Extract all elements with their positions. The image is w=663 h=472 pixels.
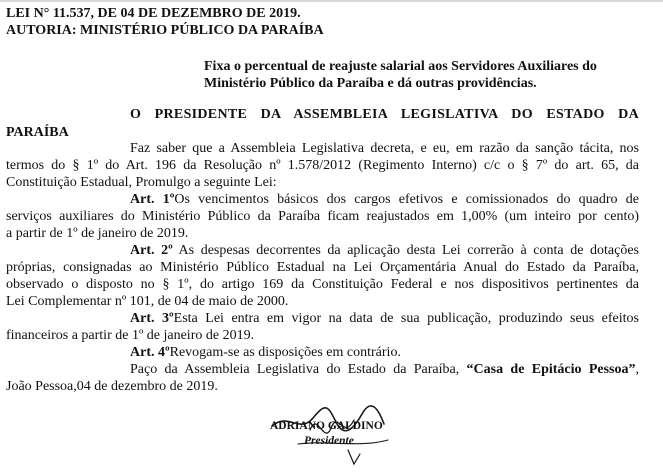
law-number: LEI N° 11.537, DE 04 DE DEZEMBRO DE 2019. [6, 6, 301, 21]
summary-line-1: Fixa o percentual de reajuste salarial aos Servidores Auxiliares do [204, 59, 597, 74]
preamble-text-1: Faz saber que a Assembleia Legislativa decreta, e eu, em razão da sanção tácita, nos [130, 141, 639, 156]
preamble-title-cont: PARAÍBA [6, 125, 69, 140]
closing-line-2: João Pessoa,04 de dezembro de 2019. [6, 379, 218, 394]
preamble-text-2: termos do § 1º do Art. 196 da Resolução nº 1.578/2012 (Regimento Interno) c/c o § 7º do art. 65, da [6, 158, 639, 173]
article-2 [130, 242, 639, 259]
preamble-text-3: Constituição Estadual, Promulgo a seguinte Lei: [6, 175, 277, 190]
summary-line-2: Ministério Público da Paraíba e dá outras providências. [204, 76, 537, 91]
article-2-text-1: As despesas decorrentes da aplicação desta Lei correrão à conta de dotações [172, 243, 639, 258]
top-rule [0, 0, 663, 2]
article-1-text-1: Os vencimentos básicos dos cargos efetivos e comissionados do quadro de [174, 192, 640, 207]
article-4-label: Art. 4º [130, 345, 170, 360]
authorship: AUTORIA: MINISTÉRIO PÚBLICO DA PARAÍBA [6, 23, 324, 38]
article-3-text-2: financeiros a partir de 1º de janeiro de 2019. [6, 328, 255, 343]
closing-house: “Casa de Epitácio Pessoa” [466, 362, 636, 377]
article-2-label: Art. 2º [130, 243, 173, 258]
article-1-text-2: serviços auxiliares do Ministério Público da Paraíba ficam reajustados em 1,00% (um inteiro por cento) [6, 209, 639, 224]
closing-line-1 [130, 361, 639, 378]
signature-name: ADRIANO GALDINO [270, 420, 383, 432]
article-4-text: Revogam-se as disposições em contrário. [169, 345, 401, 360]
article-1-text-3: a partir de 1º de janeiro de 2019. [6, 226, 189, 241]
preamble-title: O PRESIDENTE DA ASSEMBLEIA LEGISLATIVA DO ESTADO DA [130, 107, 639, 122]
article-1-label: Art. 1º [130, 192, 175, 207]
article-3-text-1: Esta Lei entra em vigor na data de sua publicação, produzindo seus efeitos [173, 311, 640, 326]
closing-suffix: , [635, 362, 639, 377]
signature-block [258, 404, 408, 472]
article-3 [130, 310, 639, 327]
article-2-text-3: observado o disposto no § 1º, do artigo 169 da Constituição Federal e nos dispositivos pertinentes da [6, 277, 639, 292]
closing-prefix: Paço da Assembleia Legislativa do Estado da Paraíba, [130, 362, 467, 377]
article-4 [130, 344, 401, 361]
article-3-label: Art. 3º [130, 311, 174, 326]
article-2-text-4: Lei Complementar nº 101, de 04 de maio de 2000. [6, 294, 289, 309]
article-1 [130, 191, 639, 208]
article-2-text-2: próprias, consignadas ao Ministério Público Estadual na Lei Orçamentária Anual do Estado da Paraíba, [6, 260, 639, 275]
signature-role: Presidente [304, 435, 354, 447]
